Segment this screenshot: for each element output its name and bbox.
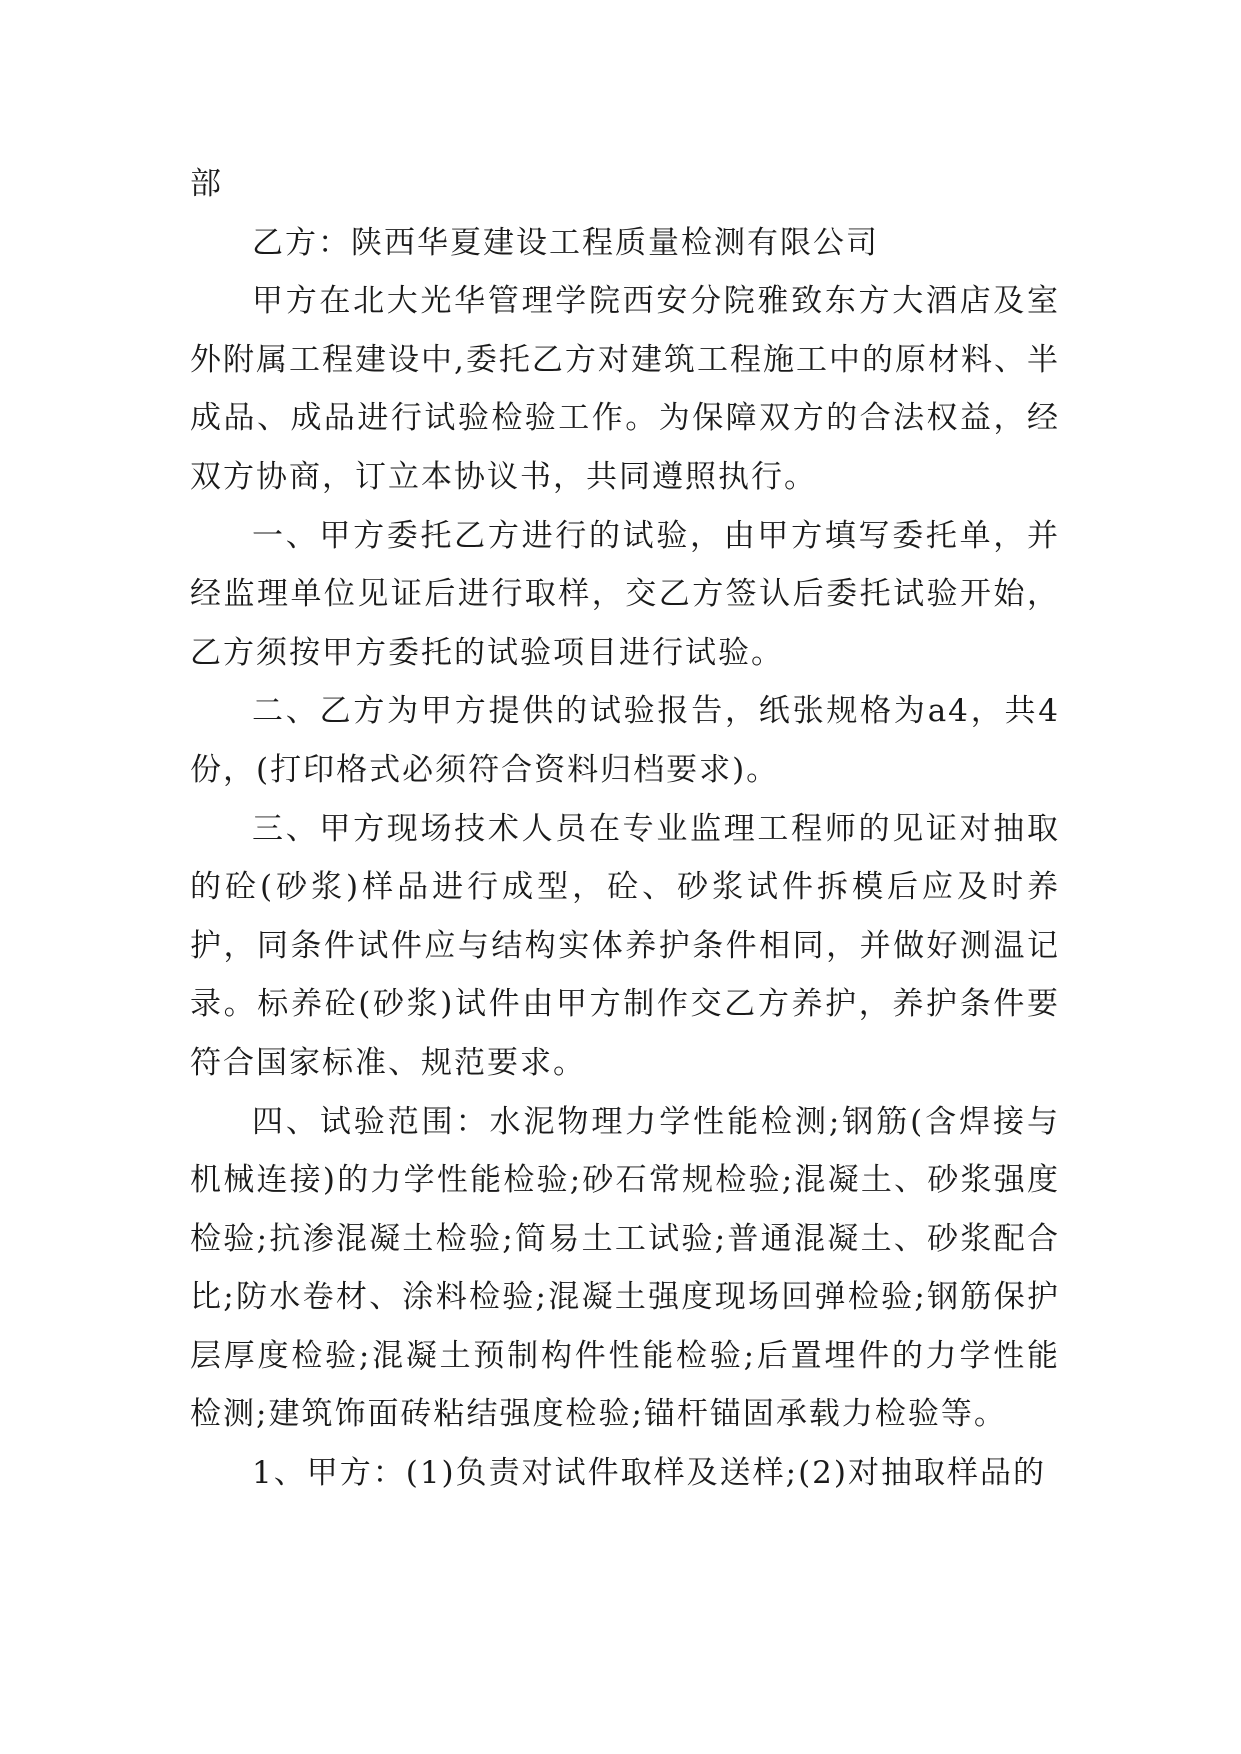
paragraph-clause-3: 三、甲方现场技术人员在专业监理工程师的见证对抽取的砼(砂浆)样品进行成型，砼、砂浆试件拆模后应及时养护，同条件试件应与结构实体养护条件相同，并做好测温记录。标养砼(砂浆)试件由甲方制作交乙方养护，养护条件要符合国家标准、规范要求。 xyxy=(190,810,1060,1081)
paragraph-party-a-duties: 1、甲方：(1)负责对试件取样及送样;(2)对抽取样品的 xyxy=(252,1455,1046,1492)
paragraph-party-b: 乙方：陕西华夏建设工程质量检测有限公司 xyxy=(252,224,879,261)
paragraph-clause-1: 一、甲方委托乙方进行的试验，由甲方填写委托单，并经监理单位见证后进行取样，交乙方签认后委托试验开始，乙方须按甲方委托的试验项目进行试验。 xyxy=(190,517,1060,671)
paragraph-intro: 甲方在北大光华管理学院西安分院雅致东方大酒店及室外附属工程建设中,委托乙方对建筑工程施工中的原材料、半成品、成品进行试验检验工作。为保障双方的合法权益，经双方协商，订立本协议书，共同遵照执行。 xyxy=(190,283,1060,495)
paragraph-continuation: 部 xyxy=(190,166,223,202)
paragraph-clause-2: 二、乙方为甲方提供的试验报告，纸张规格为a4，共4份，(打印格式必须符合资料归档要求)。 xyxy=(190,693,1060,788)
paragraph-clause-4: 四、试验范围：水泥物理力学性能检测;钢筋(含焊接与机械连接)的力学性能检验;砂石常规检验;混凝土、砂浆强度检验;抗渗混凝土检验;简易土工试验;普通混凝土、砂浆配合比;防水卷材、涂料检验;混凝土强度现场回弹检验;钢筋保护层厚度检验;混凝土预制构件性能检验;后置埋件的力学性能检测;建筑饰面砖粘结强度检验;锚杆锚固承载力检验等。 xyxy=(190,1103,1060,1433)
document-body xyxy=(190,155,1060,1503)
